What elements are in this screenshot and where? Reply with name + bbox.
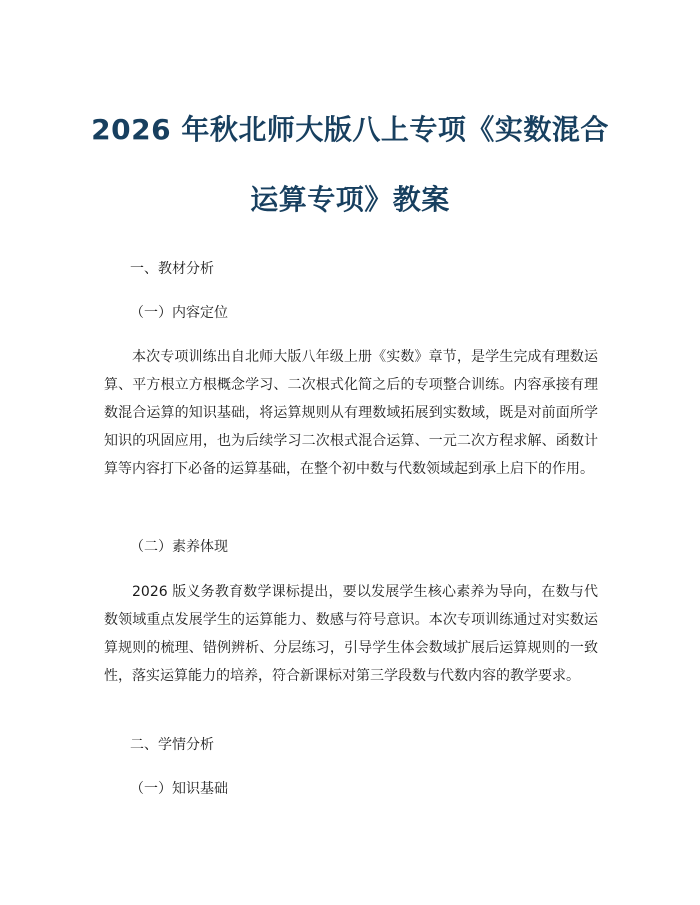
document-title-line-2: 运算专项》教案 xyxy=(250,183,450,216)
section-heading-student-analysis: 二、学情分析 xyxy=(130,737,214,753)
subsection-heading-knowledge-base: （一）知识基础 xyxy=(130,781,228,797)
paragraph-content-positioning: 本次专项训练出自北师大版八年级上册《实数》章节，是学生完成有理数运算、平方根立方根概念学习、二次根式化简之后的专项整合训练。内容承接有理数混合运算的知识基础，将运算规则从有理数域拓展到实数域，既是对前面所学知识的巩固应用，也为后续学习二次根式混合运算、一元二次方程求解、函数计算等内容打下必备的运算基础，在整个初中数与代数领域起到承上启下的作用。 xyxy=(104,349,598,477)
section-heading-textbook-analysis: 一、教材分析 xyxy=(130,261,214,277)
subsection-heading-content-positioning: （一）内容定位 xyxy=(130,305,228,321)
subsection-heading-literacy: （二）素养体现 xyxy=(130,539,228,555)
paragraph-literacy: 2026 版义务教育数学课标提出，要以发展学生核心素养为导向，在数与代数领域重点发展学生的运算能力、数感与符号意识。本次专项训练通过对实数运算规则的梳理、错例辨析、分层练习，引导学生体会数域扩展后运算规则的一致性，落实运算能力的培养，符合新课标对第三学段数与代数内容的教学要求。 xyxy=(104,584,598,684)
document-title-line-1: 2026 年秋北师大版八上专项《实数混合 xyxy=(91,113,609,146)
